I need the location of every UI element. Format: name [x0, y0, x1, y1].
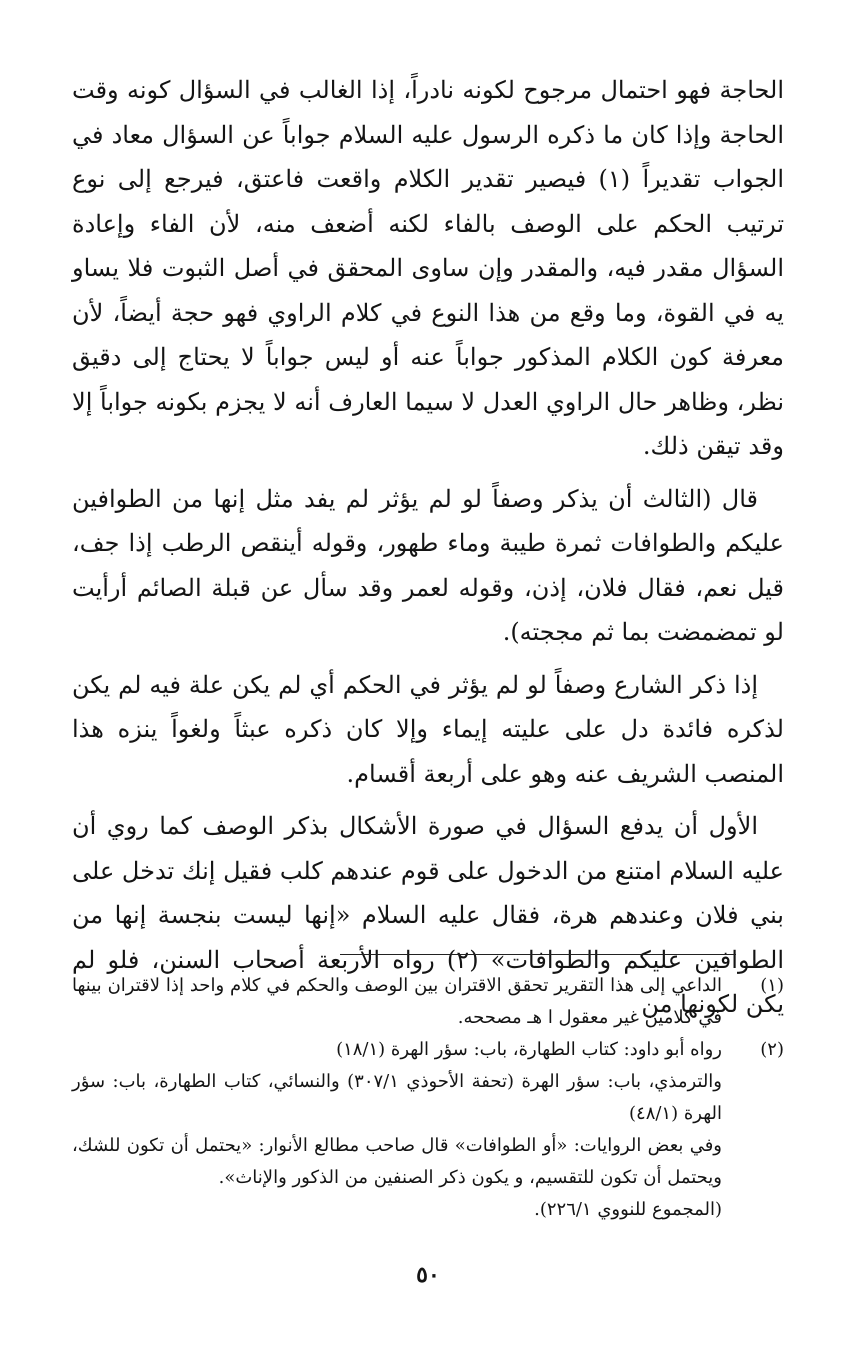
footnote-body — [72, 970, 722, 1034]
paragraph: قال (الثالث أن يذكر وصفاً لو لم يؤثر لم يفد مثل إنها من الطوافين عليكم والطوافات ثمرة طيبة وماء طهور، وقوله أينقص الرطب إذا جف، قيل نعم، فقال فلان، إذن، وقوله لعمر وقد سأل عن قبلة الصائم أرأيت لو تمضمضت بما ثم مججته). — [72, 484, 784, 646]
paragraph: الحاجة فهو احتمال مرجوح لكونه نادراً، إذا الغالب في السؤال كونه وقت الحاجة وإذا كان ما ذكره الرسول عليه السلام جواباً عن السؤال معاد في الجواب تقديراً (١) فيصير تقدير الكلام واقعت فاعتق، فيرجع إلى نوع ترتيب الحكم على الوصف بالفاء لكنه أضعف منه، لأن الفاء وإعادة السؤال مقدر فيه، والمقدر وإن ساوى المحقق في أصل الثبوت فلا يساو يه في القوة، وما وقع من هذا النوع في كلام الراوي فهو حجة أيضاً، لأن معرفة كون الكلام المذكور جواباً عنه أو ليس جواباً لا يحتاج إلى دقيق نظر، وظاهر حال الراوي العدل لا سيما العارف أنه لا يجزم بكونه جواباً إلا وقد تيقن ذلك. — [72, 76, 785, 460]
footnote-number: (٢) — [760, 1039, 784, 1060]
paragraph: الأول أن يدفع السؤال في صورة الأشكال بذكر الوصف كما روي أن عليه السلام امتنع من الدخول على قوم عندهم كلب فقيل إنك تدخل على بني فلان وعندهم هرة، فقال عليه السلام «إنها ليست بنجسة إنها من الطوافين عليكم والطوافات» (٢) رواه الأربعة أصحاب السنن، فلو لم يكن لكونها من — [72, 812, 785, 1018]
footnotes — [72, 970, 784, 1226]
footnote-line: رواه أبو داود: كتاب الطهارة، باب: سؤر الهرة (١٨/١) — [336, 1039, 722, 1060]
footnote — [72, 970, 784, 1034]
footnote-line: الداعي إلى هذا التقرير تحقق الاقتران بين الوصف والحكم في كلام واحد إذا لاقتران بينها في كلامين غير معقول ا هـ مصححه. — [72, 975, 722, 1028]
footnote-number: (١) — [760, 975, 784, 996]
footnote-separator — [340, 954, 736, 955]
main-text — [72, 68, 784, 1027]
footnote-body — [72, 1034, 722, 1226]
footnote-line: وفي بعض الروايات: «أو الطوافات» قال صاحب مطالع الأنوار: «يحتمل أن تكون للشك، ويحتمل أن تكون للتقسيم، و يكون ذكر الصنفين من الذكور والإناث». — [72, 1135, 722, 1188]
footnote-line: (المجموع للنووي ٢٢٦/١). — [534, 1199, 722, 1220]
footnote-line: والترمذي، باب: سؤر الهرة (تحفة الأحوذي ٣٠٧/١) والنسائي، كتاب الطهارة، باب: سؤر الهرة (٤٨/١) — [72, 1071, 723, 1124]
footnote — [72, 1034, 784, 1226]
page-number: ٥٠ — [416, 1262, 440, 1288]
paragraph: إذا ذكر الشارع وصفاً لو لم يؤثر في الحكم أي لم يكن علة فيه لم يكن لذكره فائدة دل على عليته إيماء وإلا كان ذكره عبثاً ولغواً ينزه هذا المنصب الشريف عنه وهو على أربعة أقسام. — [72, 670, 784, 788]
